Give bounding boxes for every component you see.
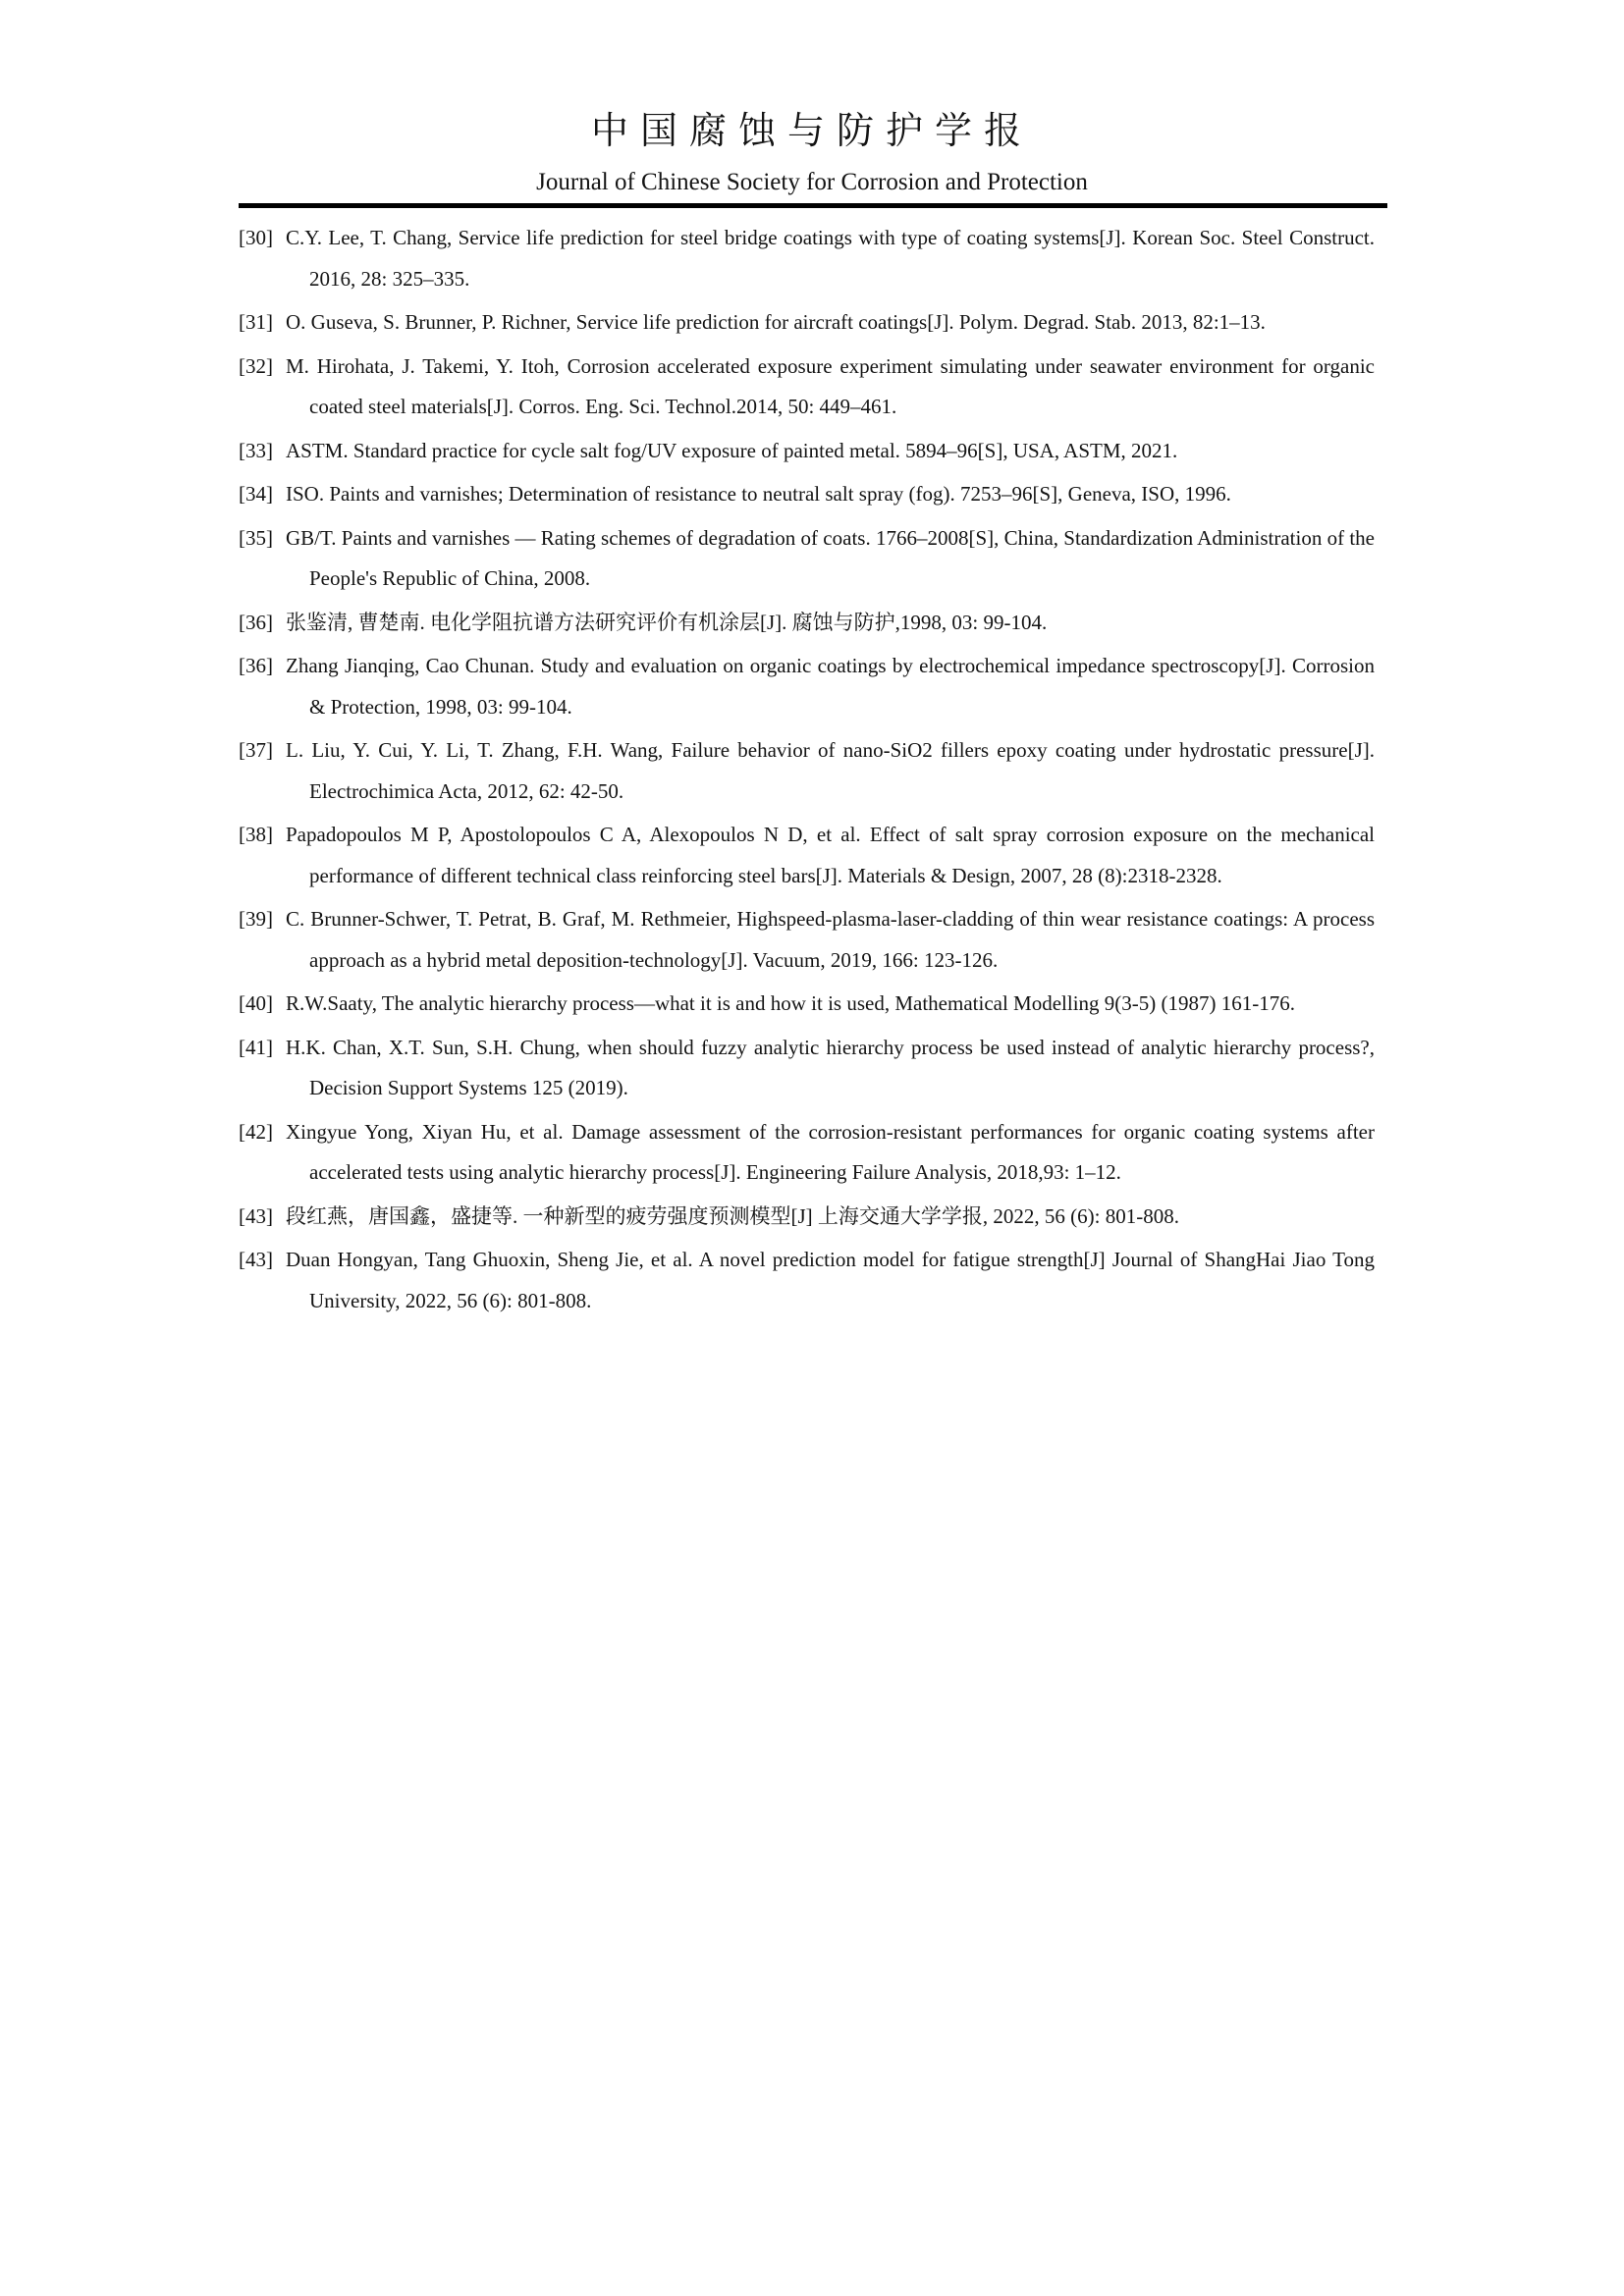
reference-label: [36] [239,610,273,634]
reference-text: 张鉴清, 曹楚南. 电化学阻抗谱方法研究评价有机涂层[J]. 腐蚀与防护,1998, 03: 99-104. [286,610,1048,634]
reference-text: Zhang Jianqing, Cao Chunan. Study and evaluation on organic coatings by electrochemical impedance spectroscopy[J]. Corrosion & Protection, 1998, 03: 99-104. [286,654,1375,719]
reference-label: [31] [239,310,273,335]
reference-item-30 [239,218,1375,299]
reference-text: ASTM. Standard practice for cycle salt fog/UV exposure of painted metal. 5894–96[S], USA, ASTM, 2021. [286,438,1178,462]
references-list [239,218,1375,1321]
reference-label: [43] [239,1203,273,1228]
reference-item-38 [239,815,1375,896]
reference-item-36-zh [239,603,1375,644]
reference-label: [43] [239,1248,273,1272]
reference-label: [30] [239,226,273,250]
reference-item-41 [239,1028,1375,1109]
reference-label: [35] [239,525,273,550]
reference-item-34 [239,474,1375,515]
reference-item-37 [239,730,1375,812]
reference-item-36-en [239,646,1375,727]
reference-text: 段红燕，唐国鑫，盛捷等. 一种新型的疲劳强度预测模型[J] 上海交通大学学报, 2022, 56 (6): 801-808. [286,1203,1179,1228]
reference-label: [39] [239,907,273,932]
reference-text: R.W.Saaty, The analytic hierarchy process—what it is and how it is used, Mathematical Modelling 9(3-5) (1987) 161-176. [286,991,1295,1016]
reference-text: Xingyue Yong, Xiyan Hu, et al. Damage assessment of the corrosion-resistant performances for organic coating systems after accelerated tests using analytic hierarchy process[J]. Engineering Failure Analysis, 2018,93: 1–12. [286,1119,1375,1185]
reference-label: [42] [239,1119,273,1144]
journal-title-chinese: 中国腐蚀与防护学报 [590,111,1033,152]
reference-text: GB/T. Paints and varnishes — Rating schemes of degradation of coats. 1766–2008[S], China, Standardization Administration of the People's Republic of China, 2008. [286,525,1375,591]
reference-text: O. Guseva, S. Brunner, P. Richner, Service life prediction for aircraft coatings[J]. Polym. Degrad. Stab. 2013, 82:1–13. [286,310,1266,335]
reference-item-43-zh [239,1197,1375,1238]
journal-title-english: Journal of Chinese Society for Corrosion and Protection [536,168,1088,195]
reference-label: [41] [239,1035,273,1059]
reference-label: [34] [239,482,273,507]
reference-text: C.Y. Lee, T. Chang, Service life prediction for steel bridge coatings with type of coating systems[J]. Korean Soc. Steel Construct. 2016, 28: 325–335. [286,226,1375,291]
reference-item-35 [239,518,1375,600]
reference-item-39 [239,899,1375,981]
header-divider-rule [239,203,1387,208]
reference-label: [40] [239,991,273,1016]
reference-label: [37] [239,738,273,763]
journal-header [0,0,1624,195]
reference-text: L. Liu, Y. Cui, Y. Li, T. Zhang, F.H. Wang, Failure behavior of nano-SiO2 fillers epoxy coating under hydrostatic pressure[J]. Electrochimica Acta, 2012, 62: 42-50. [286,738,1375,803]
reference-item-33 [239,431,1375,472]
reference-text: Papadopoulos M P, Apostolopoulos C A, Alexopoulos N D, et al. Effect of salt spray corrosion exposure on the mechanical performance of different technical class reinforcing steel bars[J]. Materials & Design, 2007, 28 (8):2318-2328. [286,823,1375,887]
reference-item-42 [239,1112,1375,1194]
reference-item-31 [239,302,1375,344]
reference-label: [36] [239,654,273,678]
reference-text: M. Hirohata, J. Takemi, Y. Itoh, Corrosion accelerated exposure experiment simulating under seawater environment for organic coated steel materials[J]. Corros. Eng. Sci. Technol.2014, 50: 449–461. [286,353,1375,419]
reference-item-32 [239,347,1375,428]
reference-text: C. Brunner-Schwer, T. Petrat, B. Graf, M. Rethmeier, Highspeed-plasma-laser-cladding of thin wear resistance coatings: A process approach as a hybrid metal deposition-technology[J]. Vacuum, 2019, 166: 123-126. [286,907,1375,972]
reference-label: [33] [239,438,273,462]
reference-text: Duan Hongyan, Tang Ghuoxin, Sheng Jie, et al. A novel prediction model for fatigue strength[J] Journal of ShangHai Jiao Tong University, 2022, 56 (6): 801-808. [286,1248,1375,1312]
reference-item-43-en [239,1240,1375,1321]
reference-text: ISO. Paints and varnishes; Determination of resistance to neutral salt spray (fog). 7253–96[S], Geneva, ISO, 1996. [286,482,1231,507]
reference-label: [32] [239,353,273,378]
reference-label: [38] [239,823,273,847]
reference-item-40 [239,984,1375,1025]
reference-text: H.K. Chan, X.T. Sun, S.H. Chung, when should fuzzy analytic hierarchy process be used instead of analytic hierarchy process?, Decision Support Systems 125 (2019). [286,1035,1375,1100]
